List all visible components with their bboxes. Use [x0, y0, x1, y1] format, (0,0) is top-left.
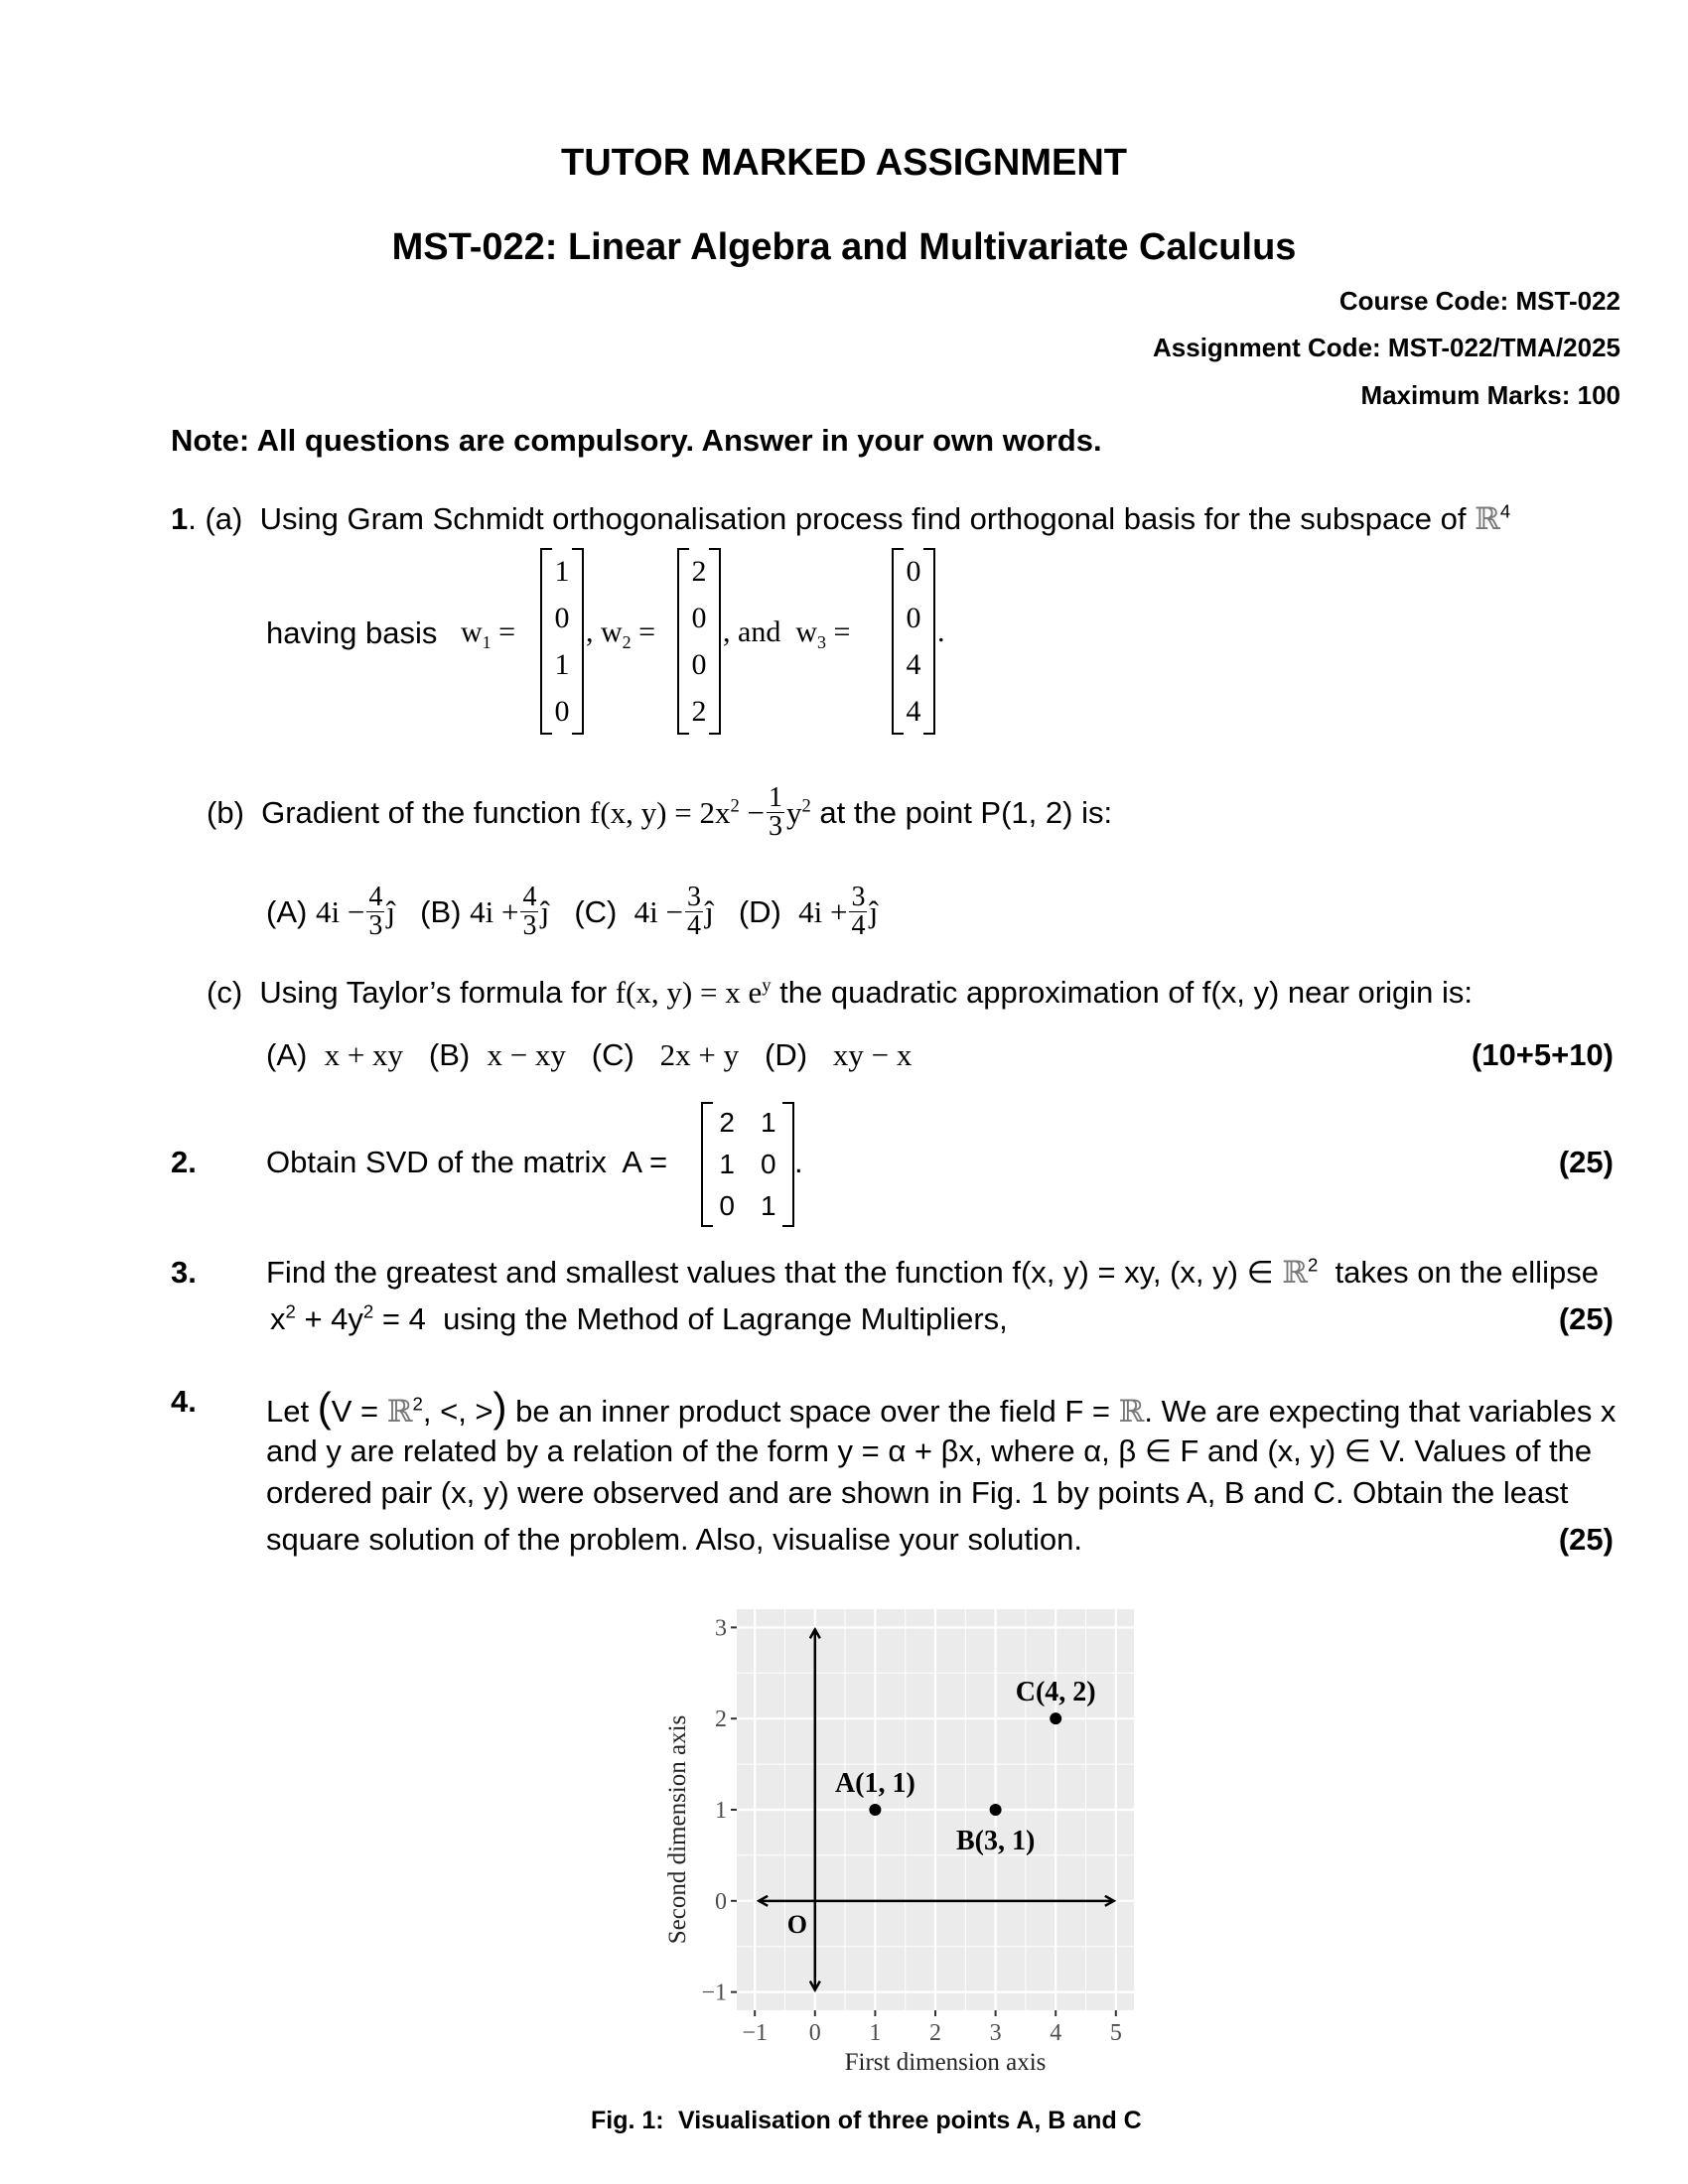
question-3-line-1: Find the greatest and smallest values that the function f(x, y) = xy, (x, y) ∈ ℝ$^2$ takes on the ellipse	[266, 1254, 1599, 1291]
option-c-b[interactable]: (B) x − xy	[428, 1037, 566, 1072]
matrix-a: 2 1 1 0 0 1	[701, 1102, 794, 1227]
point-c	[1050, 1712, 1061, 1724]
part-c-text: Using Taylor’s formula for	[259, 975, 608, 1010]
w3-label: , and $w_3$ =	[723, 615, 851, 652]
question-2-text: Obtain SVD of the matrix A =	[266, 1145, 668, 1179]
point-label-b: B(3, 1)	[955, 1826, 1036, 1856]
option-b-b[interactable]: (B) 4i + $\frac{4}{3}$ ĵ	[420, 882, 550, 941]
option-b-c[interactable]: (C) 4i − $\frac{3}{4}$ ĵ	[574, 882, 714, 941]
w2-label: , $w_2$ =	[586, 615, 656, 652]
point-label-c: C(4, 2)	[1015, 1677, 1096, 1708]
part-c-text-after: the quadratic approximation of f(x, y) near origin is:	[779, 975, 1473, 1010]
y-tick-label: 1	[715, 1798, 727, 1824]
period: .	[794, 1145, 803, 1179]
x-axis-label: First dimension axis	[844, 2049, 1047, 2076]
y-axis-label: Second dimension axis	[664, 1714, 691, 1945]
question-3-number: 3.	[171, 1255, 197, 1290]
y-tick-label: 0	[715, 1888, 727, 1915]
question-3-marks: (25)	[1558, 1301, 1614, 1336]
x-tick-label: 0	[808, 2020, 821, 2046]
y-tick-label: 2	[715, 1706, 727, 1733]
x-tick-label: −1	[742, 2020, 768, 2046]
part-a-label: (a)	[205, 501, 243, 536]
question-4-line-4: square solution of the problem. Also, visualise your solution.	[266, 1522, 1082, 1557]
course-code: Course Code: MST-022	[1338, 286, 1620, 316]
y-tick-label: 3	[715, 1615, 727, 1642]
figure-caption-text: Visualisation of three points A, B and C	[678, 2107, 1142, 2134]
w1-vector: 1 0 1 0	[540, 548, 584, 735]
real-space-symbol: ℝ	[1475, 501, 1500, 537]
x-tick-label: 1	[869, 2020, 882, 2046]
maximum-marks: Maximum Marks: 100	[1360, 380, 1620, 410]
question-1-b-line: (b) Gradient of the function f(x, $y) = 2x^2$ − $\frac{1}{3}$ $y^2$ at the point P(1, 2) is:	[207, 782, 1113, 842]
question-3-line-2: $x^2 + 4y^2 = 4$ using the Method of Lagrange Multipliers,	[270, 1300, 1008, 1336]
option-c-d[interactable]: (D) xy − x	[765, 1037, 913, 1072]
option-c-a[interactable]: (A) x + xy	[266, 1037, 404, 1072]
part-c-label: (c)	[207, 975, 243, 1010]
question-2-number: 2.	[171, 1145, 197, 1179]
question-4-number: 4.	[171, 1384, 197, 1419]
w1-label: $w_1$ =	[461, 615, 516, 652]
course-title: MST-022: Linear Algebra and Multivariate Calculus	[391, 226, 1297, 268]
option-c-c[interactable]: (C) 2x + y	[591, 1037, 740, 1072]
part-b-label: (b)	[207, 794, 244, 830]
gradient-function: f(x, $y) = 2x^2$ −	[590, 794, 765, 830]
assignment-code: Assignment Code: MST-022/TMA/2025	[1153, 333, 1620, 362]
taylor-function: f(x, y) = x $e^y$	[615, 975, 772, 1010]
part-a-text: Using Gram Schmidt orthogonalisation process find orthogonal basis for the subspace of	[259, 501, 1467, 536]
w2-vector: 2 0 0 2	[677, 548, 721, 735]
period: .	[937, 615, 945, 648]
question-2-marks: (25)	[1558, 1145, 1614, 1179]
x-tick-label: 5	[1109, 2020, 1122, 2046]
question-4-line-2: and y are related by a relation of the form y = α + βx, where α, β ∈ F and (x, y) ∈ V. Values of the	[266, 1433, 1593, 1468]
figure-caption-label: Fig. 1:	[591, 2107, 664, 2134]
document-title: TUTOR MARKED ASSIGNMENT	[561, 142, 1127, 184]
having-basis-label: having basis	[266, 615, 438, 650]
question-4-line-3: ordered pair (x, y) were observed and are shown in Fig. 1 by points A, B and C. Obtain the least	[266, 1475, 1569, 1510]
question-4-marks: (25)	[1558, 1522, 1614, 1557]
point-b	[990, 1804, 1002, 1816]
question-1-number: 1	[171, 501, 189, 536]
instructions-note: Note: All questions are compulsory. Answer in your own words.	[171, 423, 1102, 458]
x-tick-label: 4	[1050, 2020, 1062, 2046]
w3-vector: 0 0 4 4	[892, 548, 935, 735]
option-b-d[interactable]: (D) 4i + $\frac{3}{4}$ ĵ	[738, 882, 879, 941]
part-b-text: Gradient of the function	[261, 794, 582, 830]
space-exponent: 4	[1499, 500, 1511, 522]
point-label-a: A(1, 1)	[834, 1768, 915, 1799]
part-b-text-after: at the point P(1, 2) is:	[819, 794, 1113, 830]
question-1-marks: (10+5+10)	[1471, 1037, 1614, 1072]
x-tick-label: 3	[989, 2020, 1002, 2046]
point-a	[869, 1804, 881, 1816]
question-4-line-1: Let (V = ℝ$^2$, <, >) be an inner product space over the field F = ℝ. We are expecting that variables x	[266, 1384, 1617, 1431]
origin-label: O	[786, 1909, 808, 1939]
y-tick-label: −1	[701, 1979, 727, 2006]
fraction-one-third: $\frac{1}{3}$	[769, 782, 782, 842]
option-b-a[interactable]: (A) 4i − $\frac{4}{3}$ ĵ	[266, 882, 395, 941]
question-1-a-line: 1. (a) Using Gram Schmidt orthogonalisation process find orthogonal basis for the subspace of ℝ$^4$	[171, 500, 1511, 537]
x-tick-label: 2	[929, 2020, 941, 2046]
